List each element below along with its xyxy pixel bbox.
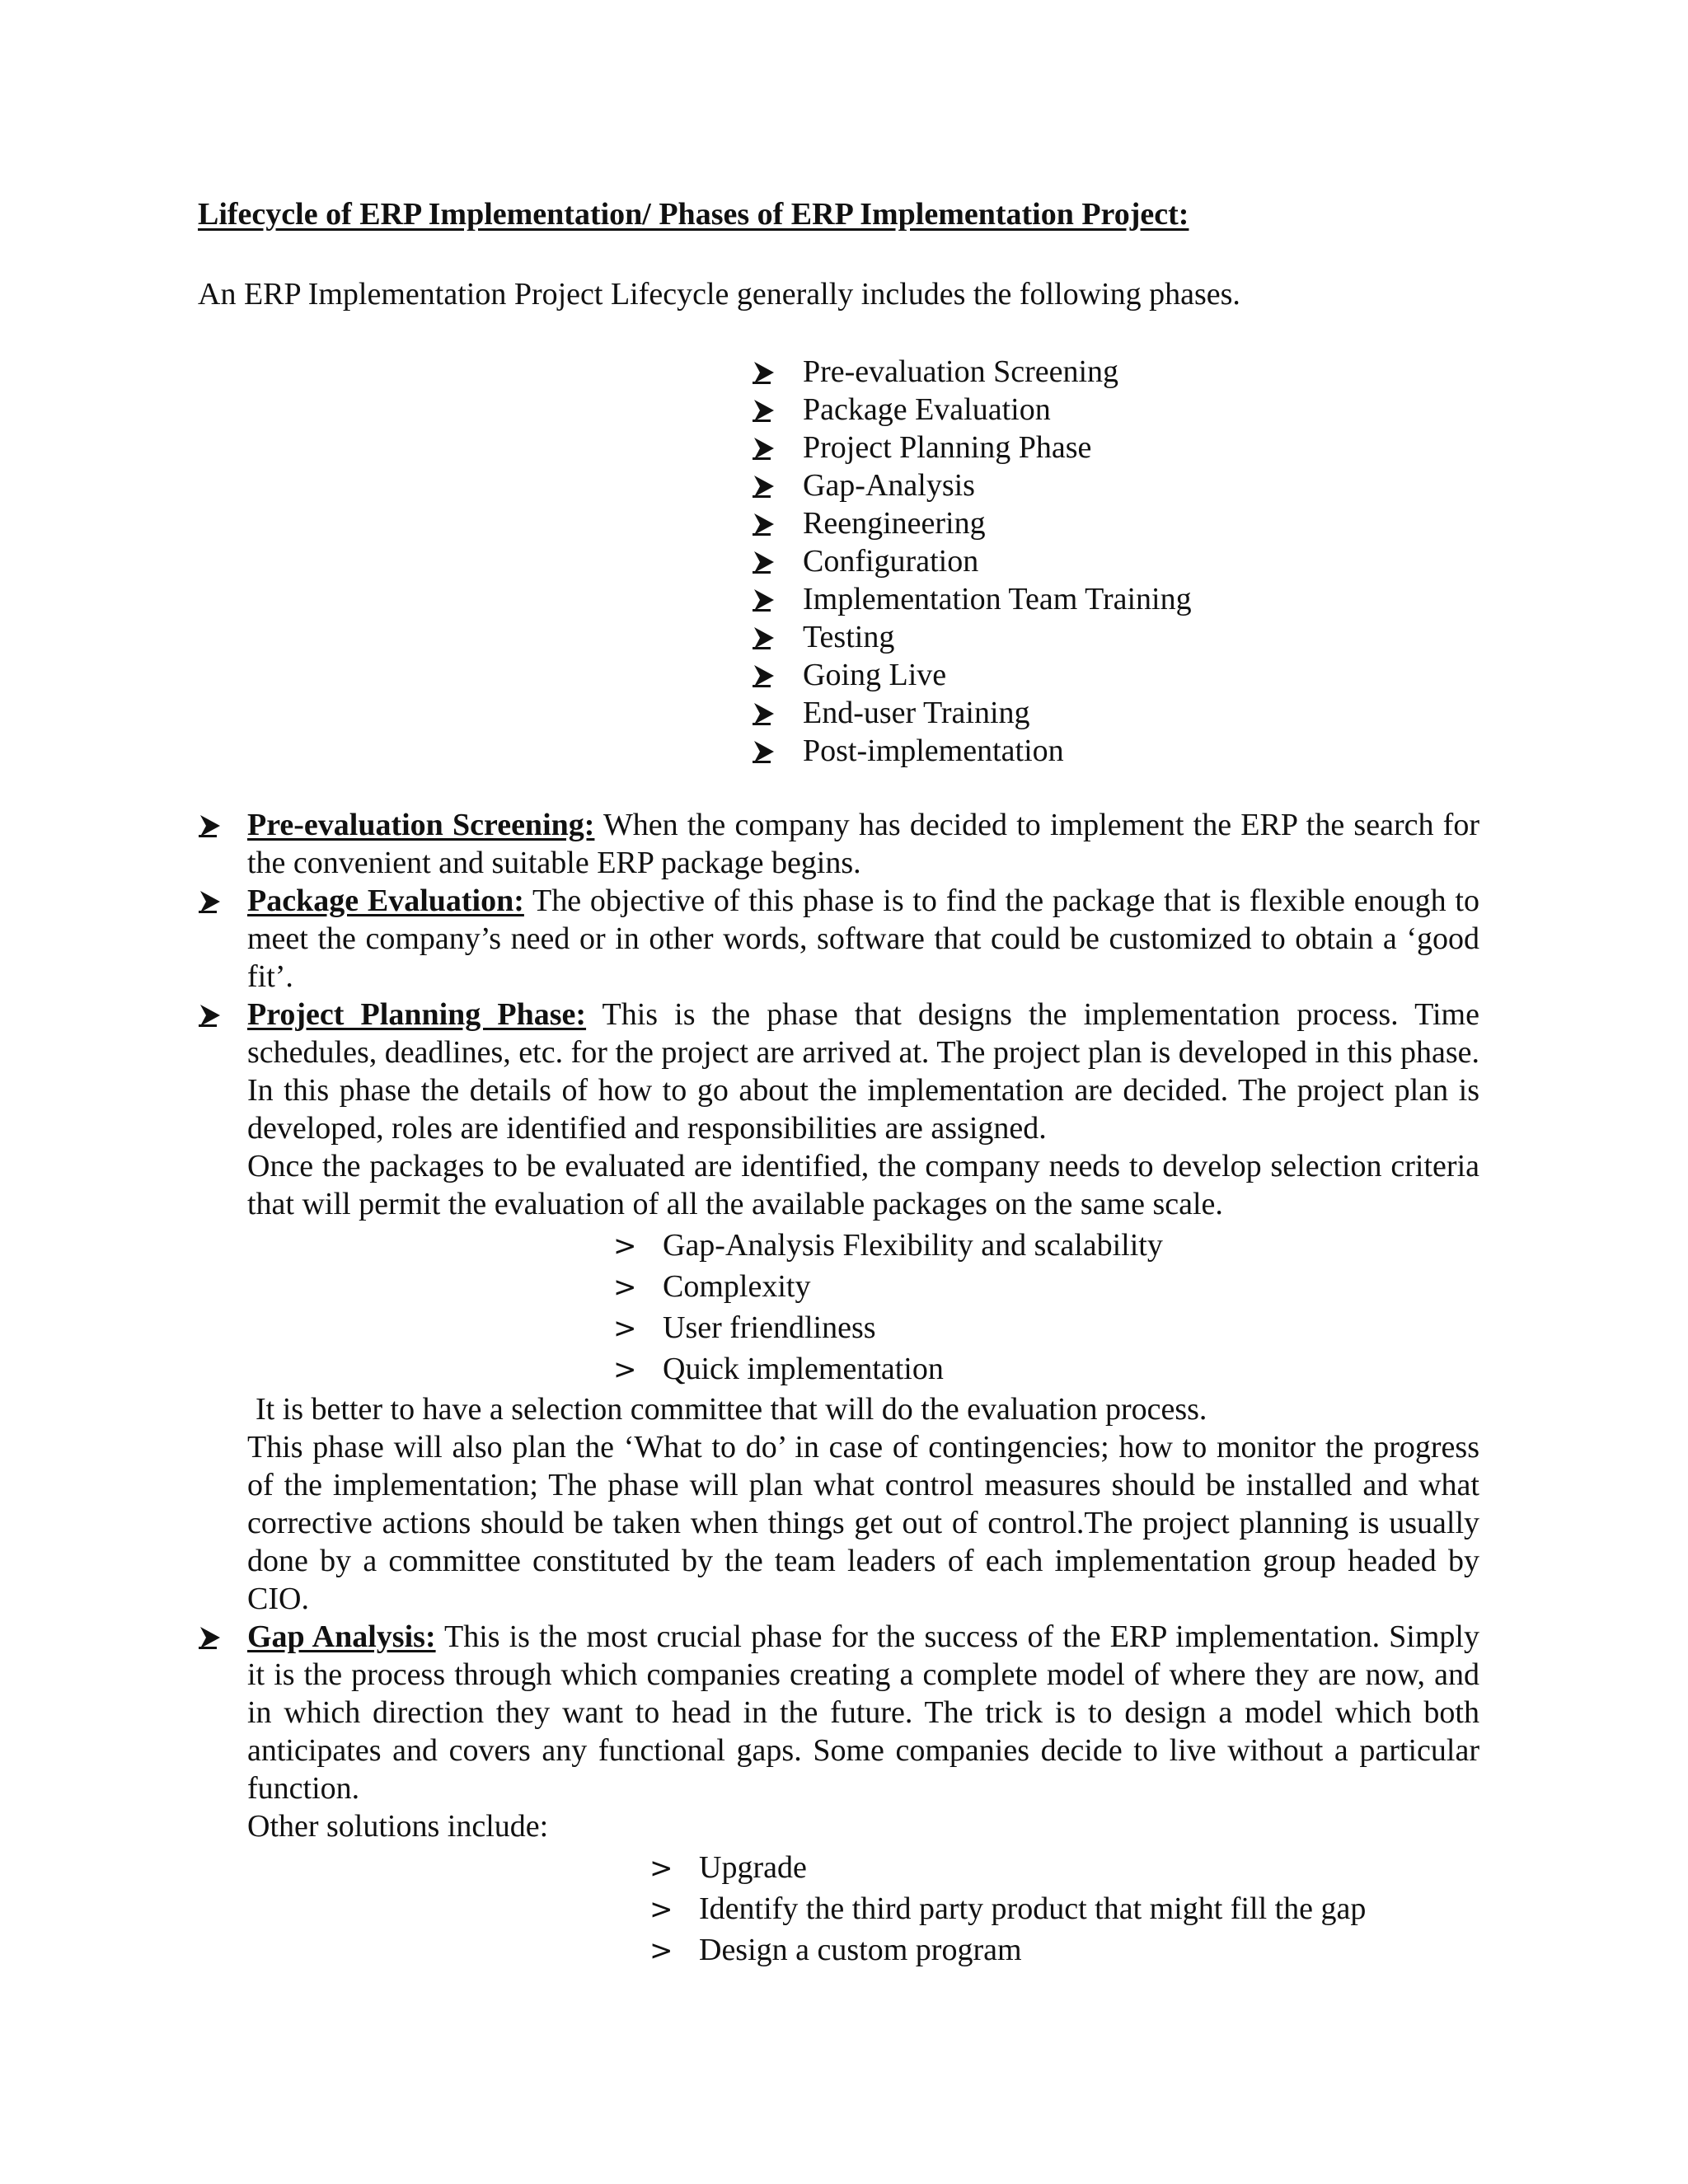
list-item: Reengineering bbox=[752, 504, 1192, 542]
list-item: Implementation Team Training bbox=[752, 580, 1192, 618]
arrowhead-bullet-icon bbox=[752, 626, 776, 650]
section-gap-analysis bbox=[198, 1618, 1479, 1971]
greater-than-bullet-icon: > bbox=[649, 1934, 673, 1967]
arrowhead-bullet-icon bbox=[752, 436, 776, 461]
section-paragraph: Other solutions include: bbox=[247, 1809, 549, 1844]
list-item: Gap-Analysis bbox=[752, 466, 1192, 504]
list-item: > User friendliness bbox=[613, 1308, 1479, 1349]
section-paragraph: It is better to have a selection committee that will do the evaluation process. bbox=[256, 1392, 1207, 1427]
greater-than-bullet-icon: > bbox=[613, 1312, 637, 1345]
arrowhead-bullet-icon bbox=[198, 813, 223, 838]
greater-than-bullet-icon: > bbox=[649, 1852, 673, 1885]
section-text: The objective of this phase is to find the package that is flexible enough to meet the company’s need or in other words, software that could be customized to obtain a ‘good fit’. bbox=[247, 883, 1479, 994]
section-package-evaluation bbox=[198, 882, 1479, 996]
section-project-planning bbox=[198, 996, 1479, 1618]
greater-than-bullet-icon: > bbox=[613, 1353, 637, 1386]
arrowhead-bullet-icon bbox=[752, 398, 776, 423]
section-heading: Project Planning Phase: bbox=[247, 997, 587, 1032]
arrowhead-bullet-icon bbox=[752, 550, 776, 574]
arrowhead-bullet-icon bbox=[752, 663, 776, 688]
phase-list bbox=[752, 353, 1192, 770]
list-item: Configuration bbox=[752, 542, 1192, 580]
arrowhead-bullet-icon bbox=[752, 360, 776, 385]
greater-than-bullet-icon: > bbox=[649, 1893, 673, 1926]
section-heading: Pre-evaluation Screening: bbox=[247, 808, 595, 842]
section-pre-evaluation bbox=[198, 806, 1479, 882]
arrowhead-bullet-icon bbox=[198, 889, 223, 914]
list-item: Post-implementation bbox=[752, 732, 1192, 770]
list-item: > Design a custom program bbox=[649, 1930, 1479, 1971]
criteria-list bbox=[247, 1226, 1479, 1390]
arrowhead-bullet-icon bbox=[752, 512, 776, 537]
greater-than-bullet-icon: > bbox=[613, 1271, 637, 1304]
list-item: > Complexity bbox=[613, 1267, 1479, 1308]
list-item: > Upgrade bbox=[649, 1848, 1479, 1889]
phase-descriptions bbox=[198, 806, 1479, 1971]
list-item: > Identify the third party product that might fill the gap bbox=[649, 1889, 1479, 1930]
list-item: > Quick implementation bbox=[613, 1349, 1479, 1390]
section-text: When the company has decided to implement the ERP the search for the convenient and suitable ERP package begins. bbox=[247, 808, 1479, 880]
section-heading: Gap Analysis: bbox=[247, 1619, 436, 1654]
arrowhead-bullet-icon bbox=[752, 474, 776, 499]
document-title: Lifecycle of ERP Implementation/ Phases of ERP Implementation Project: bbox=[198, 197, 1189, 232]
section-text: This is the most crucial phase for the success of the ERP implementation. Simply it is the process through which companies creating a complete model of where they are now, and in which direction they want to head in the future. The trick is to design a model which both anticipates and covers any functional gaps. Some companies decide to live without a particular function. bbox=[247, 1619, 1479, 1806]
list-item: Testing bbox=[752, 618, 1192, 656]
arrowhead-bullet-icon bbox=[752, 739, 776, 764]
list-item: End-user Training bbox=[752, 694, 1192, 732]
list-item: Pre-evaluation Screening bbox=[752, 353, 1192, 391]
arrowhead-bullet-icon bbox=[752, 588, 776, 612]
section-heading: Package Evaluation: bbox=[247, 883, 524, 918]
list-item: Going Live bbox=[752, 656, 1192, 694]
section-text: This is the phase that designs the implementation process. Time schedules, deadlines, etc. for the project are arrived at. The project plan is developed in this phase. In this phase the details of how to go about the implementation are decided. The project plan is developed, roles are identified and responsibilities are assigned. bbox=[247, 997, 1479, 1146]
arrowhead-bullet-icon bbox=[752, 701, 776, 726]
list-item: > Gap-Analysis Flexibility and scalability bbox=[613, 1226, 1479, 1267]
arrowhead-bullet-icon bbox=[198, 1625, 223, 1650]
greater-than-bullet-icon: > bbox=[613, 1230, 637, 1263]
list-item: Package Evaluation bbox=[752, 391, 1192, 429]
solutions-list bbox=[247, 1848, 1479, 1971]
section-paragraph: This phase will also plan the ‘What to do’ in case of contingencies; how to monitor the progress of the implementation; The phase will plan what control measures should be installed and what corrective actions should be taken when things get out of control.The project planning is usually done by a committee constituted by the team leaders of each implementation group headed by CIO. bbox=[247, 1430, 1479, 1616]
list-item: Project Planning Phase bbox=[752, 429, 1192, 466]
section-paragraph: Once the packages to be evaluated are identified, the company needs to develop selection criteria that will permit the evaluation of all the available packages on the same scale. bbox=[247, 1149, 1479, 1221]
arrowhead-bullet-icon bbox=[198, 1003, 223, 1028]
intro-paragraph: An ERP Implementation Project Lifecycle generally includes the following phases. bbox=[198, 277, 1240, 312]
